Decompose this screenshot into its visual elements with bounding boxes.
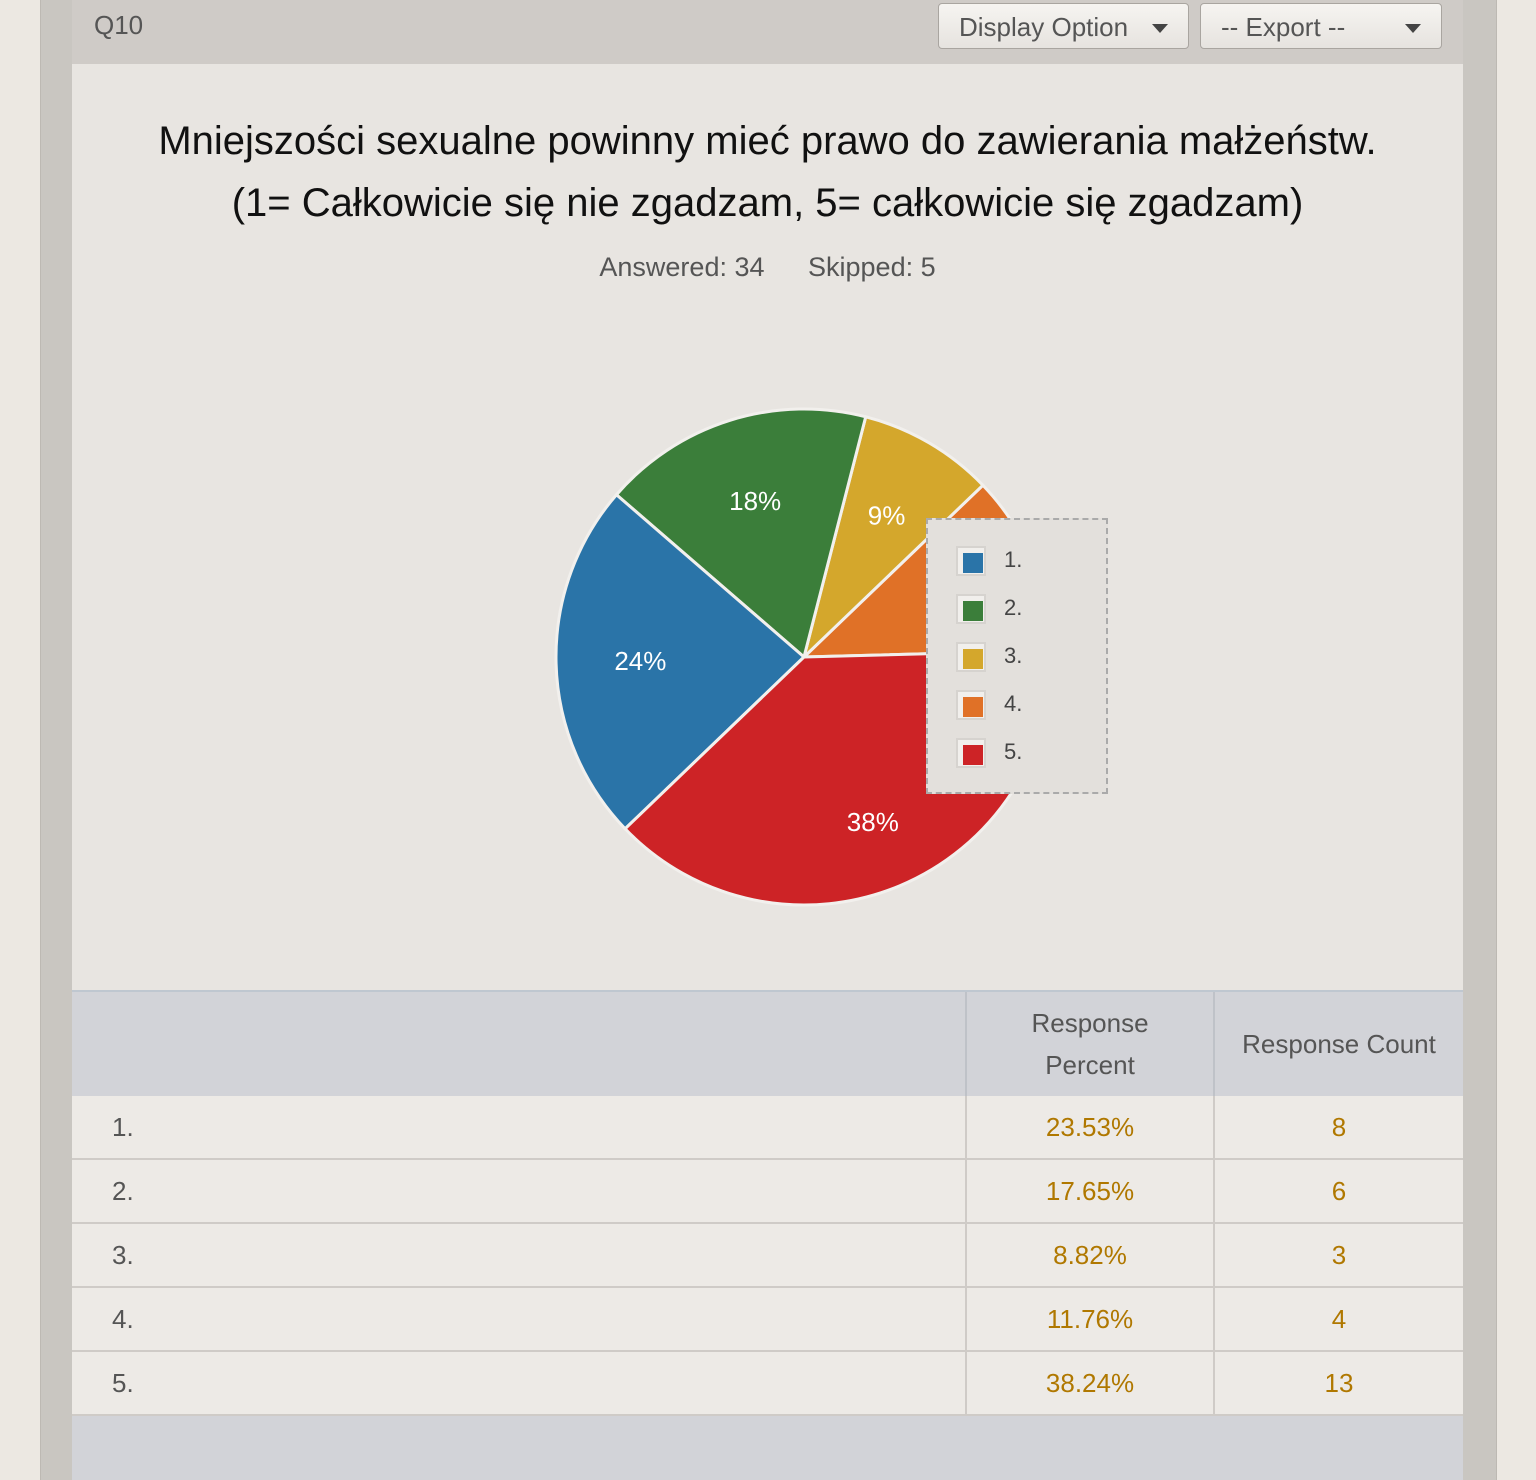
pie-data-label-5: 38% xyxy=(846,806,899,837)
legend-swatch xyxy=(956,690,986,720)
row-percent: 17.65% xyxy=(1045,1176,1135,1206)
table-footer xyxy=(72,1416,1463,1480)
skipped-count: Skipped: 5 xyxy=(808,252,936,282)
table-row xyxy=(72,1352,1463,1416)
legend-swatch xyxy=(956,642,986,672)
question-title-line2: (1= Całkowicie się nie zgadzam, 5= całkowicie się zgadzam) xyxy=(231,181,1304,225)
row-label: 1. xyxy=(112,1112,134,1142)
table-row xyxy=(72,1224,1463,1288)
legend-label: 5. xyxy=(1004,739,1023,764)
header-response-percent: Response Percent xyxy=(1031,1008,1149,1080)
answered-count: Answered: 34 xyxy=(599,252,765,282)
pie-data-label-2: 18% xyxy=(729,485,782,516)
row-percent: 23.53% xyxy=(1045,1112,1135,1142)
legend-label: 3. xyxy=(1004,643,1023,668)
chart-legend xyxy=(926,518,1108,794)
header-answer-choice xyxy=(72,992,967,1096)
table-row xyxy=(72,1096,1463,1160)
legend-swatch xyxy=(956,546,986,576)
export-label: -- Export -- xyxy=(1221,12,1346,42)
row-label: 2. xyxy=(112,1176,134,1206)
legend-swatch xyxy=(956,594,986,624)
legend-label: 4. xyxy=(1004,691,1023,716)
response-table xyxy=(72,990,1463,1480)
row-label: 4. xyxy=(112,1304,134,1334)
display-option-label: Display Option xyxy=(959,12,1129,42)
row-count: 4 xyxy=(1331,1304,1347,1334)
header-response-count: Response Count xyxy=(1242,1029,1436,1059)
pie-data-label-1: 24% xyxy=(614,646,667,677)
row-count: 6 xyxy=(1331,1176,1347,1206)
pie-chart xyxy=(72,0,1463,990)
row-percent: 8.82% xyxy=(1053,1240,1127,1270)
row-count: 3 xyxy=(1331,1240,1347,1270)
row-count: 8 xyxy=(1331,1112,1347,1142)
row-percent: 11.76% xyxy=(1046,1304,1134,1334)
row-label: 3. xyxy=(112,1240,134,1270)
legend-label: 2. xyxy=(1004,595,1023,620)
table-row xyxy=(72,1160,1463,1224)
question-card xyxy=(72,0,1463,1480)
pie-data-label-3: 9% xyxy=(867,500,906,531)
row-percent: 38.24% xyxy=(1045,1368,1135,1398)
table-row xyxy=(72,1288,1463,1352)
legend-swatch xyxy=(956,738,986,768)
legend-label: 1. xyxy=(1004,547,1023,572)
table-header xyxy=(72,992,1463,1096)
question-id: Q10 xyxy=(94,10,144,40)
row-count: 13 xyxy=(1324,1368,1354,1398)
row-label: 5. xyxy=(112,1368,134,1398)
question-title-line1: Mniejszości sexualne powinny mieć prawo do zawierania małżeństw. xyxy=(158,119,1377,163)
